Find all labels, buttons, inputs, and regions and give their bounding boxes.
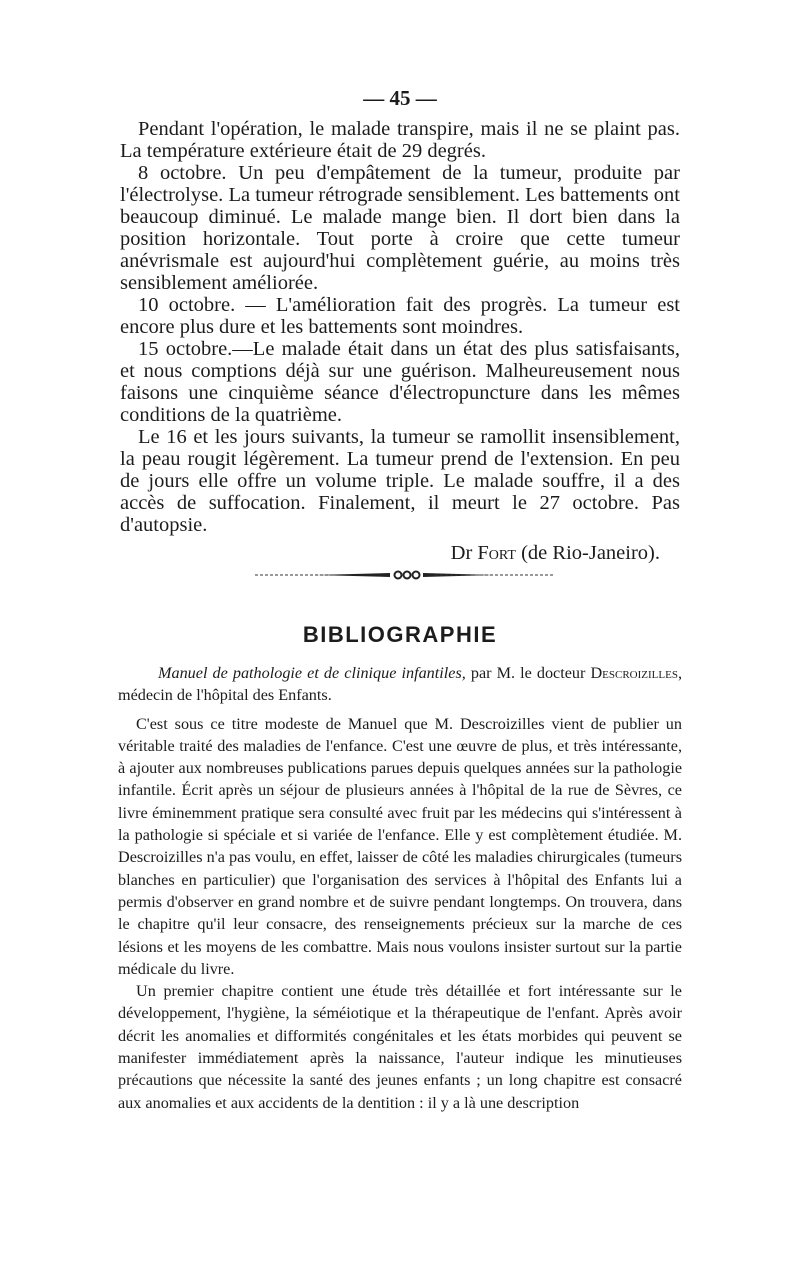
paragraph: Le 16 et les jours suivants, la tumeur se ramollit insensiblement, la peau rougit légèrement. La tumeur prend de l'extension. En peu de jours elle offre un volume triple. Le malade souffre, il a des accès de suffocation. Finalement, il meurt le 27 octobre. Pas d'autopsie.	[120, 426, 680, 536]
section-heading: BIBLIOGRAPHIE	[302, 622, 498, 647]
signature-place: (de Rio-Janeiro).	[521, 542, 660, 564]
paragraph: Pendant l'opération, le malade transpire, mais il ne se plaint pas. La température extérieure était de 29 degrés.	[120, 118, 680, 162]
paragraph: Un premier chapitre contient une étude très détaillée et fort intéressante sur le développement, l'hygiène, la séméiotique et la thérapeutique de l'enfant. Après avoir décrit les anomalies et difformités congénitales et les états morbides qui peuvent se manifester immédiatement après la naissance, l'auteur indique les minutieuses précautions que nécessite la santé des jeunes enfants ; un long chapitre est consacré aux anomalies et aux accidents de la dentition : il y a là une description	[118, 982, 682, 1112]
case-report-text	[120, 118, 680, 564]
signature-prefix: Dr	[450, 542, 473, 564]
page-number: — 45 —	[363, 86, 437, 110]
paragraph: C'est sous ce titre modeste de Manuel que M. Descroizilles vient de publier un véritable traité des maladies de l'enfance. C'est une œuvre de plus, et très intéressante, à ajouter aux nombreuses publications parues depuis quelques années sur la pathologie infantile. Écrit après un séjour de plusieurs années à l'hôpital de la rue de Sèvres, ce livre éminemment pratique sera consulté avec fruit par les médecins qui s'intéressent à la pathologie si spéciale et si variée de l'enfance. Elle y est complètement étudiée. M. Descroizilles n'a pas voulu, en effet, laisser de côté les maladies chirurgicales (tumeurs blanches en particulier) que l'organisation des services à l'hôpital des Enfants lui a permis d'observer en grand nombre et de suivre pendant longtemps. On trouvera, dans le chapitre qu'il leur consacre, des renseignements précieux sur la marche de ces lésions et les moyens de les combattre. Mais nous voulons insister surtout sur la partie médicale du livre.	[118, 714, 682, 978]
bibliographic-reference	[118, 662, 682, 707]
bibliography-text	[118, 662, 682, 1114]
paragraph: 10 octobre. — L'amélioration fait des progrès. La tumeur est encore plus dure et les battements sont moindres.	[120, 294, 680, 338]
ornamental-rule	[255, 568, 555, 582]
reference-rest: médecin de l'hôpital des Enfants.	[118, 686, 332, 705]
reference-by: par M. le docteur	[465, 664, 591, 682]
paragraph: 15 octobre.—Le malade était dans un état des plus satisfaisants, et nous comptions déjà sur une guérison. Malheureusement nous faisons une cinquième séance d'électropuncture dans les mêmes conditions de la quatrième.	[120, 338, 680, 426]
reference-author: Descroizilles,	[590, 664, 682, 682]
author-signature	[120, 542, 680, 564]
signature-name: Fort	[477, 542, 516, 564]
paragraph: 8 octobre. Un peu d'empâtement de la tumeur, produite par l'électrolyse. La tumeur rétrograde sensiblement. Les battements ont beaucoup diminué. Le malade mange bien. Il dort bien dans la position horizontale. Tout porte à croire que cette tumeur anévrismale est aujourd'hui complètement guérie, au moins très sensiblement améliorée.	[120, 162, 680, 294]
book-title: Manuel de pathologie et de clinique infantiles,	[158, 664, 466, 682]
